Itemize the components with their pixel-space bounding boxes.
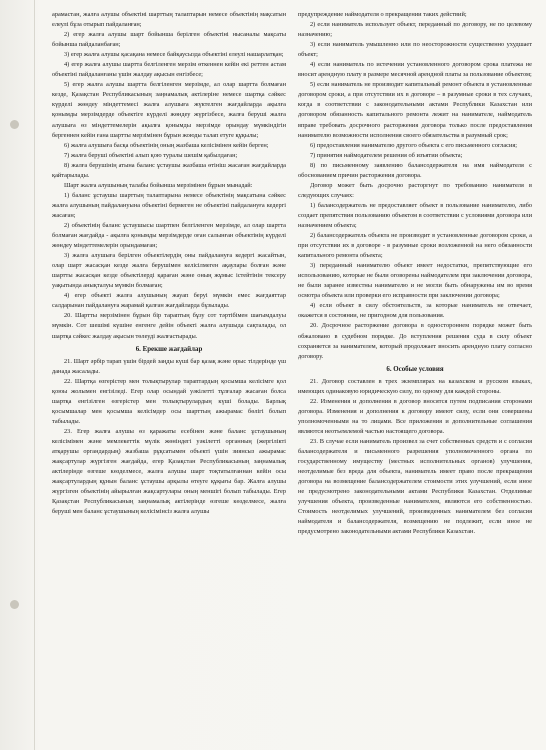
paragraph: Шарт жалға алушының талабы бойынша мерзімінен бұрын мынадай: xyxy=(64,181,253,189)
paragraph: 2) балансодержатель объекта не производит в установленные договором сроки, а при отсутствии их в договоре - в разумные сроки возложенной на него обязанности капитального ремонта объекта; xyxy=(298,232,532,260)
paragraph: 22. Изменения и дополнения в договор вносятся путем подписания сторонами договора. Изменения и дополнения к договору имеют силу, если они совершены уполномоченными на то лицами. Все приложения и дополнительные соглашения являются неотъемлемой частью настоящего договора. xyxy=(298,397,532,435)
paragraph: 3) егер жалға алушы қасақана немесе байқаусызда объектіні елеулі нашарлатқан; xyxy=(64,51,284,59)
paragraph: 4) если объект в силу обстоятельств, за которые наниматель не отвечает, окажется в состоянии, не пригодном для пользования. xyxy=(298,302,532,320)
paragraph: 21. Договор составлен в трех экземплярах на казахском и русском языках, имеющих одинаковую юридическую силу, по одному для каждой стороны. xyxy=(298,377,532,395)
paragraph: 23. Егер жалға алушы өз қаражаты есебінен және баланс ұстаушының келісімімен және мемлекеттік мүлік жөніндегі уәкілетті органның (жергілікті атқарушы органдардың) жазбаша рұқсатымен объекті үшін зиянсыз ажырамас жақсартулар жүргізген жағдайда, егер Қазақстан Республикасының заңнамалық актілерінде өзгеше көзделмесе, жалға алушы шарт тоқтатылғаннан кейін осы жақсартулардың құнын баланс ұстаушы арқылы өтеуге құқығы бар. Жалға алушы жүргізген объектінің айырылған жақсартулары оның меншігі болып табылады. Егер Қазақстан Республикасының заңнамалық актілерінде өзгеше көзделмесе, жалға беруші мен баланс ұстаушының келісімінсіз жалға алушы xyxy=(52,427,286,516)
paragraph: 6) предоставления нанимателю другого объекта с его письменного согласия; xyxy=(310,141,518,149)
paragraph: 22. Шартқа өзгерістер мен толықтырулар тараптардың қосымша келісімге қол қоюы жолымен енгізіледі. Егер олар осындай уәкілетті тұлғалар жасаған болса шартқа енгізілген өзгерістер мен толықтырулардың күші болады. Барлық қосымшалар мен қосымша келісімдер осы шарттың ажырамас бөлігі болып табылады. xyxy=(52,377,286,425)
paragraph: 21. Шарт әрбір тарап үшін бірдей заңды күші бар қазақ және орыс тілдерінде үш данада жасалады. xyxy=(52,357,286,375)
punch-hole xyxy=(10,600,19,609)
paragraph: 3) жалға алушыға берілген объектілердің оны пайдалануға кедергі жасайтын, олар шарт жасасқан кезде жалға берушімен келісілмеген ақаулары болған және шартты жасасқан кезде объектілерді қараған және оның жұмыс істейтінін тексеру уақытында анықталуы мүмкін болмаған; xyxy=(52,252,286,290)
paragraph: 4) егер объекті жалға алушының жауап беруі мүмкін емес жағдаяттар салдарынан пайдалануға жарамай қалған жағдайларда бұзылады. xyxy=(52,292,286,310)
paragraph: 1) баланс ұстаушы шарттың талаптарына немесе объектінің мақсатына сәйкес жалға алушының пайдалануына объектіні бермеген не объектіні пайдалануға кедергі жасаған; xyxy=(52,191,286,219)
paragraph: 20. Шартты мерзімінен бұрын бір тараптың бұзу сот тәртібімен шағымдалуы мүмкін. Сот шешімі күшіне енгенге дейін объекті жалға алушыда сақталады, ол шартқа сәйкес жалдау ақысын төлеуді жалғастырады. xyxy=(52,312,286,340)
paragraph: 6) жалға алушыға басқа объектінің оның жазбаша келісімінен кейін берген; xyxy=(64,141,269,149)
paragraph: 5) егер жалға алушы шартта белгіленген мерзімде, ал олар шартта болмаған кезде, Қазақстан Республикасының заңнамалық актілеріне немесе шартқа сәйкес күрделі жөндеу міндеттемесі жалға алушыға жүктелген жағдайларда ақылға қонымды мерзімдерде объектіге күрделі жөндеу жүргізбесе, жалға беруші жалға алушыға өз міндеттемелерін ақылға қонымды мерзімде орындау мүмкіндігін бергеннен кейін ғана шартты мерзімінен бұрын жоюды талап етуге құқылы; xyxy=(52,81,286,139)
paragraph: 4) если наниматель по истечении установленного договором срока платежа не вносит арендную плату в размере месячной арендной платы за пользование объектом; xyxy=(298,61,532,79)
left-column-kazakh xyxy=(52,10,286,744)
paragraph: 1) балансодержатель не предоставляет объект в пользование нанимателю, либо создает препятствия пользованию объектом в соответствии с условиями договора или назначением объекта; xyxy=(298,201,532,229)
paragraph: Договор может быть досрочно расторгнут по требованию нанимателя в следующих случаях: xyxy=(298,181,532,199)
paragraph: арамастан, жалға алушы объектіні шарттың талаптарын немесе объектінің мақсатын елеулі бұза отырып пайдаланған; xyxy=(52,11,286,29)
paragraph: 5) если наниматель не производит капитальный ремонт объекта в установленные договором сроки, а при отсутствии их в договоре – в разумные сроки в тех случаях, когда в соответствии с законодательными актами Республики Казахстан или договором обязанность капитального ремонта лежит на нанимателе, наймодатель вправе требовать досрочного расторжения договора только после предоставления нанимателю возможности исполнения своего обязательства в разумный срок; xyxy=(298,81,532,139)
section-title: 6. Особые условия xyxy=(386,365,444,373)
paragraph: 2) если наниматель использует объект, переданный по договору, не по целевому назначению; xyxy=(298,21,532,39)
paragraph: 8) жалға берушінің атына баланс ұстаушы жазбаша өтініш жасаған жағдайларда қайтарылады. xyxy=(52,161,286,179)
paragraph: 7) принятия наймодателем решения об изъятии объекта; xyxy=(310,151,463,159)
paragraph: 7) жалға беруші объектіні алып қою туралы шешім қабылдаған; xyxy=(64,151,238,159)
punch-hole xyxy=(10,120,19,129)
paragraph: 2) объектінің баланс ұстаушысы шартпен белгіленген мерзімде, ал олар шартта болмаған жағдайда - ақылға қонымды мерзімдерде оған салынған объектінің күрделі жөндеу міндеттемелерін орындамаған; xyxy=(52,221,286,250)
paragraph: 4) егер жалға алушы шартта белгіленген мерзім өткеннен кейін екі реттен астам объектіні пайдаланғаны үшін жалдау ақысын енгізбесе; xyxy=(52,61,286,79)
section-title: 6. Ерекше жағдайлар xyxy=(135,345,203,353)
paragraph: 23. В случае если наниматель произвел за счет собственных средств и с согласия балансодержателя и письменного разрешения уполномоченного органа по государственному имуществу (местных исполнительных органов) улучшения, неотделимые без вреда для объекта, наниматель имеет право после прекращения договора на возмещение балансодержателем стоимости этих улучшений, если иное не предусмотрено законодательными актами Республики Казахстан. Отделимые улучшения объекта, произведенные нанимателем, являются его собственностью. Стоимость неотделимых улучшений, произведенных нанимателем без согласия наймодателя и балансодержателя, возмещению не подлежит, если иное не предусмотрено законодательными актами Республики Казахстан. xyxy=(298,437,532,536)
paragraph: 20. Досрочное расторжение договора в одностороннем порядке может быть обжаловано в судебном порядке. До вступления решения суда в силу объект сохраняется за нанимателем, который продолжает вносить арендную плату согласно договору. xyxy=(298,322,532,360)
paragraph: 2) егер жалға алушы шарт бойынша берілген объектіні нысаналы мақсаты бойынша пайдаланбаған; xyxy=(52,31,286,49)
right-column-russian xyxy=(298,10,532,744)
binding-margin xyxy=(0,0,35,750)
paragraph: 8) по письменному заявлению балансодержателя на имя наймодателя с обоснованием причин расторжения договора. xyxy=(298,161,532,179)
paragraph: 3) переданный нанимателю объект имеет недостатки, препятствующие его использованию, которые не были оговорены наймодателем при заключении договора, не были заранее известны нанимателю и не могли быть обнаружены им во время осмотра объекта или проверки его исправности при заключении договора; xyxy=(298,262,532,300)
paragraph: 3) если наниматель умышленно или по неосторожности существенно ухудшает объект; xyxy=(298,41,532,59)
paragraph: предупреждение наймодателя о прекращении таких действий; xyxy=(298,11,467,18)
